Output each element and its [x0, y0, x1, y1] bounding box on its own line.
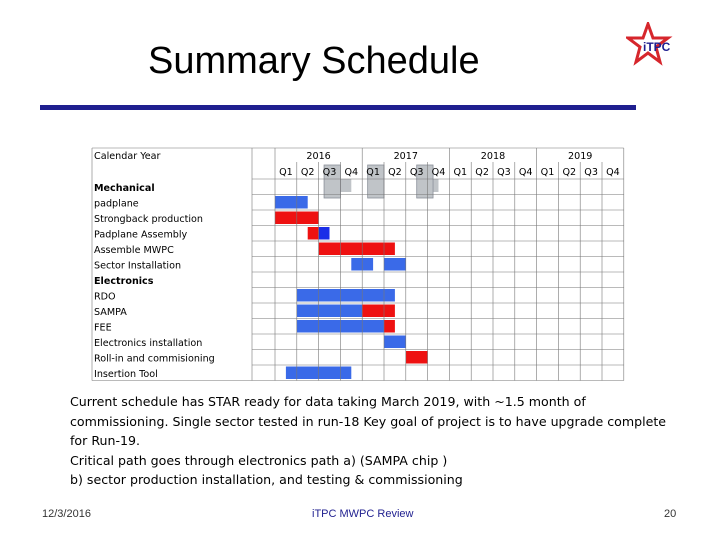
- quarter-tick-label: Q3: [497, 167, 511, 178]
- row-label: Roll-in and commisioning: [94, 353, 215, 365]
- quarter-tick-label: Q3: [322, 167, 337, 178]
- row-label: Padplane Assembly: [94, 229, 188, 241]
- quarter-tick-label: Q3: [584, 167, 598, 178]
- quarter-tick-label: Q1: [540, 167, 555, 178]
- quarter-tick-label: Q1: [279, 167, 293, 178]
- footer-date: 12/3/2016: [42, 508, 91, 520]
- quarter-tick-label: Q2: [300, 167, 315, 178]
- quarter-tick-label: Q4: [518, 167, 533, 178]
- row-label: FEE: [94, 322, 112, 334]
- task-bar: [319, 227, 330, 240]
- task-bar: [297, 305, 362, 318]
- task-bar: [308, 227, 319, 240]
- row-label: Mechanical: [94, 183, 155, 194]
- row-label: Insertion Tool: [94, 369, 158, 380]
- task-bar: [319, 243, 395, 256]
- row-label: SAMPA: [94, 307, 127, 318]
- page-number: 20: [664, 508, 677, 520]
- header-label: Calendar Year: [94, 151, 161, 162]
- summary-line: for Run-19.: [70, 433, 141, 448]
- quarter-tick-label: Q4: [431, 167, 446, 178]
- year-tick-label: 2019: [567, 151, 593, 162]
- row-label: Assemble MWPC: [94, 245, 174, 256]
- footer-title: iTPC MWPC Review: [312, 508, 414, 520]
- summary-line: commissioning. Single sector tested in run-18 Key goal of project is to have upgrade complete: [70, 413, 667, 429]
- task-bar: [406, 351, 428, 364]
- logo-text: iTPC: [643, 40, 671, 54]
- quarter-tick-label: Q4: [344, 167, 359, 178]
- row-label: Strongback production: [94, 214, 203, 225]
- summary-line: b) sector production installation, and testing & commissioning: [70, 472, 463, 487]
- quarter-tick-label: Q2: [562, 167, 577, 178]
- row-label: Electronics installation: [94, 338, 203, 349]
- summary-text: [70, 392, 690, 490]
- quarter-tick-label: Q3: [409, 167, 424, 178]
- quarter-tick-label: Q1: [453, 167, 468, 178]
- row-label: Electronics: [94, 276, 154, 287]
- task-bar: [384, 258, 406, 271]
- year-tick-label: 2017: [393, 151, 419, 162]
- quarter-tick-label: Q1: [366, 167, 380, 178]
- task-bar: [384, 320, 395, 333]
- task-bar: [297, 289, 395, 302]
- year-tick-label: 2018: [480, 151, 506, 162]
- row-label: padplane: [94, 198, 139, 210]
- slide-title: Summary Schedule: [148, 40, 480, 82]
- task-bar: [362, 305, 395, 318]
- quarter-tick-label: Q2: [388, 167, 402, 178]
- quarter-tick-label: Q2: [475, 167, 489, 178]
- task-bar: [384, 336, 406, 349]
- quarter-tick-label: Q4: [606, 167, 620, 178]
- task-bar: [275, 196, 308, 209]
- summary-line: Current schedule has STAR ready for data taking March 2019, with ~1.5 month of: [70, 394, 586, 409]
- year-tick-label: 2016: [306, 151, 331, 162]
- row-label: Sector Installation: [94, 260, 182, 272]
- summary-line: Critical path goes through electronics path a) (SAMPA chip ): [70, 452, 448, 468]
- row-label: RDO: [94, 291, 116, 303]
